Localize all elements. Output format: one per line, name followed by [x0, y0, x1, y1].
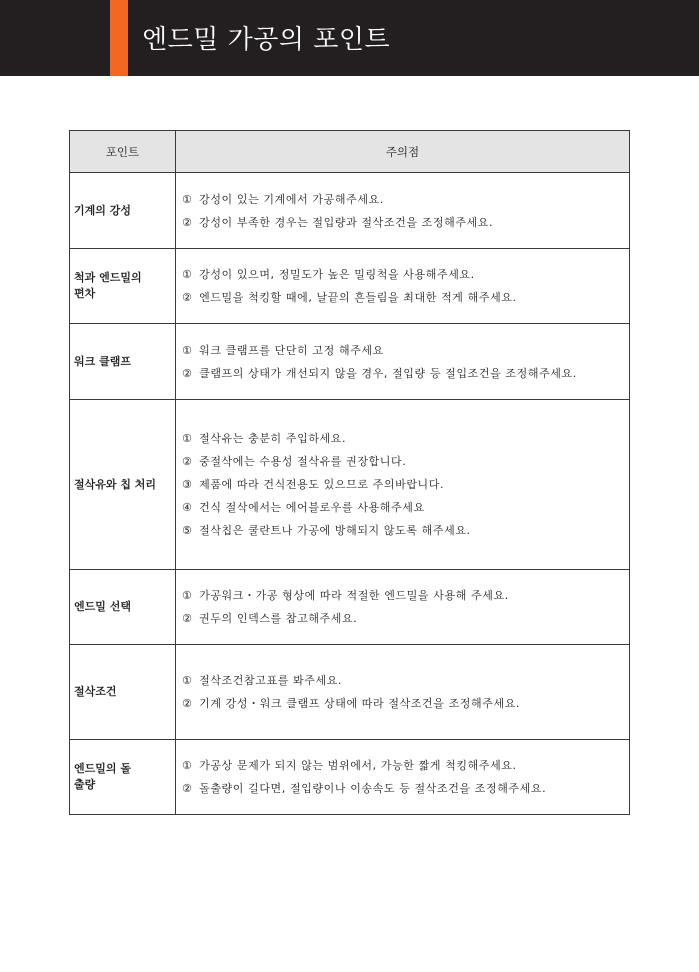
point-label: 엔드밀의 돌출량	[74, 762, 131, 791]
point-cell	[70, 740, 176, 815]
page-title: 엔드밀 가공의 포인트	[142, 25, 391, 55]
points-table	[69, 130, 630, 815]
note-number: ①	[182, 759, 193, 772]
table-header-row	[70, 131, 630, 173]
point-cell	[70, 249, 176, 324]
note-number: ③	[182, 478, 193, 491]
note-text: 기계 강성・워크 클램프 상태에 따라 절삭조건을 조정해주세요.	[199, 697, 521, 710]
note-number: ④	[182, 501, 193, 514]
table-row	[70, 173, 630, 249]
point-label: 엔드밀 선택	[74, 600, 131, 613]
note-number: ①	[182, 432, 193, 445]
note-number: ②	[182, 782, 193, 795]
point-label: 워크 클램프	[74, 354, 131, 368]
note-number: ②	[182, 612, 193, 625]
note-item	[182, 777, 623, 800]
point-label: 척과 엔드밀의 편차	[74, 271, 142, 300]
point-cell	[70, 570, 176, 645]
point-cell	[70, 400, 176, 570]
note-item	[182, 584, 623, 607]
point-cell	[70, 173, 176, 249]
table-row	[70, 400, 630, 570]
note-text: 가공상 문제가 되지 않는 범위에서, 가능한 짧게 척킹해주세요.	[199, 759, 517, 772]
note-item	[182, 496, 623, 519]
table-row	[70, 570, 630, 645]
note-text: 워크 클램프를 단단히 고정 해주세요	[199, 343, 384, 357]
note-number: ②	[182, 291, 193, 304]
notes-cell	[176, 249, 630, 324]
table-row	[70, 645, 630, 740]
note-text: 돌출량이 길다면, 절입량이나 이송속도 등 절삭조건을 조정해주세요.	[199, 782, 547, 795]
note-number: ①	[182, 343, 193, 357]
note-number: ②	[182, 697, 193, 710]
note-text: 강성이 있으며, 정밀도가 높은 밀링척을 사용해주세요.	[199, 268, 475, 281]
point-cell	[70, 324, 176, 400]
note-item	[182, 450, 623, 473]
note-text: 가공워크・가공 형상에 따라 적절한 엔드밀을 사용해 주세요.	[199, 589, 509, 602]
note-item	[182, 211, 623, 234]
note-item	[182, 473, 623, 496]
notes-cell	[176, 645, 630, 740]
note-text: 건식 절삭에서는 에어블로우를 사용해주세요	[199, 501, 425, 514]
note-number: ②	[182, 366, 193, 380]
note-item	[182, 519, 623, 542]
notes-cell	[176, 173, 630, 249]
note-item	[182, 362, 623, 385]
point-label: 절삭조건	[74, 685, 117, 698]
note-number: ②	[182, 455, 193, 468]
note-number: ①	[182, 589, 193, 602]
notes-cell	[176, 400, 630, 570]
note-text: 제품에 따라 건식전용도 있으므로 주의바랍니다.	[199, 478, 445, 491]
note-text: 절삭칩은 쿨란트나 가공에 방해되지 않도록 해주세요.	[199, 524, 471, 537]
table-row	[70, 324, 630, 400]
note-item	[182, 263, 623, 286]
table-row	[70, 740, 630, 815]
table-row	[70, 249, 630, 324]
notes-cell	[176, 570, 630, 645]
note-item	[182, 669, 623, 692]
notes-cell	[176, 740, 630, 815]
note-text: 클램프의 상태가 개선되지 않을 경우, 절입량 등 절입조건을 조정해주세요.	[199, 366, 577, 380]
note-item	[182, 188, 623, 211]
column-header-notes: 주의점	[176, 131, 630, 173]
note-item	[182, 754, 623, 777]
note-text: 엔드밀을 척킹할 때에, 날끝의 흔들림을 최대한 적게 해주세요.	[199, 291, 517, 304]
note-number: ①	[182, 268, 193, 281]
note-item	[182, 607, 623, 630]
column-header-point: 포인트	[70, 131, 176, 173]
note-text: 권두의 인덱스를 참고해주세요.	[199, 612, 358, 625]
note-text: 강성이 부족한 경우는 절입량과 절삭조건을 조정해주세요.	[199, 215, 494, 229]
note-number: ⑤	[182, 524, 193, 537]
point-label: 기계의 강성	[74, 203, 131, 217]
note-text: 절삭조건참고표를 봐주세요.	[199, 674, 343, 687]
note-item	[182, 339, 623, 362]
point-cell	[70, 645, 176, 740]
notes-cell	[176, 324, 630, 400]
note-number: ①	[182, 192, 193, 206]
point-label: 절삭유와 칩 처리	[74, 477, 157, 491]
note-text: 중절삭에는 수용성 절삭유를 권장합니다.	[199, 455, 407, 468]
page-header	[0, 0, 699, 76]
note-item	[182, 286, 623, 309]
note-item	[182, 692, 623, 715]
note-item	[182, 427, 623, 450]
header-accent-bar	[110, 0, 128, 76]
note-number: ①	[182, 674, 193, 687]
note-text: 강성이 있는 기계에서 가공해주세요.	[199, 192, 384, 206]
note-text: 절삭유는 충분히 주입하세요.	[199, 432, 347, 445]
note-number: ②	[182, 215, 193, 229]
